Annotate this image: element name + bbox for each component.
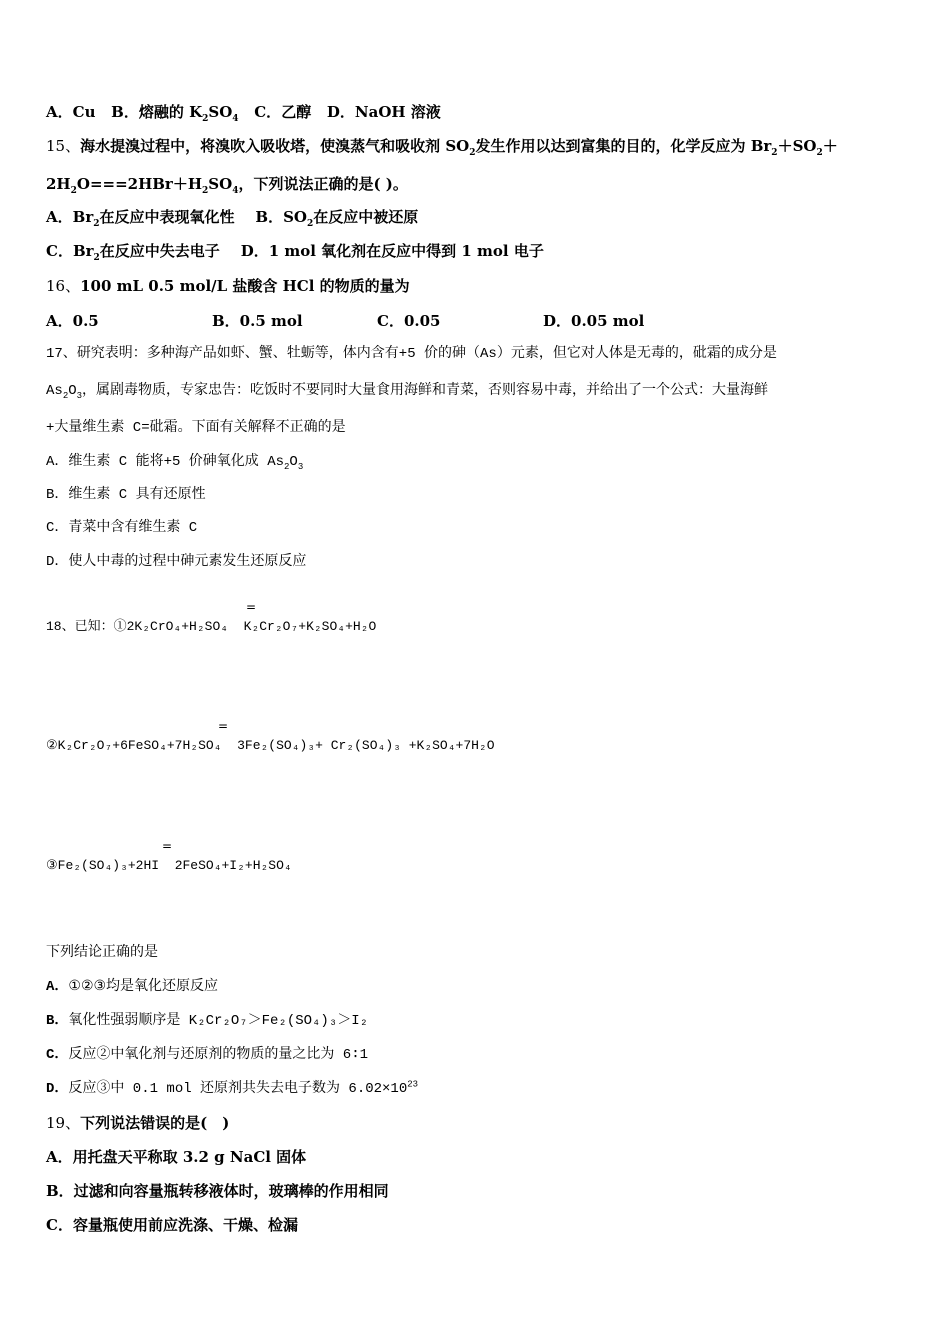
q15-stem2-sub2: 2: [202, 186, 209, 196]
q19-number: 19、: [46, 1114, 81, 1132]
q17-stem2-b: O: [68, 383, 77, 399]
q17-option-c: C．青菜中含有维生素 C: [46, 520, 198, 536]
q19-option-b: B．过滤和向容量瓶转移液体时，玻璃棒的作用相同: [46, 1182, 389, 1200]
q17-stem1: 研究表明：多种海产品如虾、蟹、牡蛎等，体内含有+5 价的砷（As）元素，但它对人体是无毒的，砒霜的成分是: [76, 346, 777, 362]
q19-option-c: C．容量瓶使用前应洗涤、干燥、检漏: [46, 1216, 298, 1234]
q15-stem1-tail: 发生作用以达到富集的目的，化学反应为 Br: [475, 137, 772, 155]
q18-r1-reactants: ①2K₂CrO₄+H₂SO₄: [113, 619, 229, 634]
q17-option-d: D．使人中毒的过程中砷元素发生还原反应: [46, 554, 307, 570]
q17-stem-line2: [46, 381, 768, 401]
q15-option-a-tail: 在反应中表现氧化性: [99, 208, 235, 226]
q14-option-c-label: C．: [254, 103, 282, 121]
q15-options-ab: [46, 207, 418, 227]
q14-option-b-mid: SO: [208, 103, 233, 121]
q18-r2-equals-sign: =: [218, 719, 229, 733]
q18-option-c-text: 反应②中氧化剂与还原剂的物质的量之比为 6∶1: [68, 1047, 369, 1063]
q16-option-c: C．0.05: [377, 312, 441, 330]
q17-option-a-sub2: 3: [297, 461, 304, 472]
q15-option-d: D．1 mol 氧化剂在反应中得到 1 mol 电子: [240, 242, 544, 260]
q17-number: 17、: [46, 346, 77, 362]
q19-stem-text: 下列说法错误的是( ): [80, 1114, 230, 1132]
q18-option-d: [46, 1079, 418, 1099]
q18-option-c-label: C．: [46, 1047, 69, 1063]
q18-reaction-2: [46, 736, 495, 756]
q15-option-a-sub: 2: [93, 219, 100, 229]
q17-option-a-mid: O: [289, 454, 298, 470]
q18-intro: 已知：: [74, 619, 114, 634]
q14-option-b-sub2: 4: [232, 114, 239, 124]
q18-r2-products: 3Fe₂(SO₄)₃+ Cr₂(SO₄)₃ +K₂SO₄+7H₂O: [237, 738, 495, 753]
q15-stem-line2: [46, 174, 408, 194]
q18-r1-products: K₂Cr₂O₇+K₂SO₄+H₂O: [243, 619, 377, 634]
q18-question: 下列结论正确的是: [46, 945, 158, 961]
q18-option-b-text: 氧化性强弱顺序是 K₂Cr₂O₇＞Fe₂(SO₄)₃＞I₂: [68, 1013, 369, 1029]
q15-option-a: A．Br: [46, 208, 94, 226]
q19-stem: [46, 1113, 229, 1133]
q14-option-a-label: A．: [46, 103, 73, 121]
q16-number: 16、: [46, 277, 81, 295]
q15-plus: ＋: [822, 137, 838, 155]
q14-options: [46, 102, 441, 122]
q15-options-cd: [46, 241, 544, 261]
q14-option-d-label: D．: [326, 103, 355, 121]
q15-stem-line1: [46, 136, 838, 156]
q18-option-b-label: B．: [46, 1013, 69, 1029]
q17-option-a: [46, 452, 303, 472]
q17-option-a-text: A．维生素 C 能将+5 价砷氧化成 As: [46, 454, 285, 470]
q16-option-d: D．0.05 mol: [543, 312, 645, 330]
q18-r2-reactants: ②K₂Cr₂O₇+6FeSO₄+7H₂SO₄: [46, 738, 222, 753]
q17-stem-line3: +大量维生素 C=砒霜。下面有关解释不正确的是: [46, 420, 346, 436]
q15-option-c-tail: 在反应中失去电子: [99, 242, 220, 260]
q18-option-d-text: 反应③中 0.1 mol 还原剂共失去电子数为 6.02×10: [68, 1081, 408, 1097]
q15-stem2-a: 2H: [46, 175, 71, 193]
q17-option-b: B．维生素 C 具有还原性: [46, 487, 206, 503]
q18-r1-equals-sign: =: [246, 600, 257, 614]
q14-option-d: NaOH 溶液: [354, 103, 441, 121]
q17-stem2-sub1: 2: [62, 390, 69, 401]
q15-option-b-tail: 在反应中被还原: [313, 208, 419, 226]
q18-option-d-sup: 23: [407, 1079, 419, 1090]
q15-stem2-b: O===2HBr＋H: [76, 175, 203, 193]
q18-number: 18、: [46, 619, 75, 634]
q18-option-a-label: A．: [46, 979, 69, 995]
q18-reaction-3: [46, 856, 292, 876]
q17-stem2-sub2: 3: [76, 390, 83, 401]
q15-sub3: 2: [816, 148, 823, 158]
q14-option-b-sub: 2: [202, 114, 209, 124]
q17-option-a-sub1: 2: [284, 461, 290, 472]
q18-reaction-1: [46, 617, 376, 637]
q18-option-b: [46, 1011, 368, 1031]
q19-option-a: A．用托盘天平称取 3.2 g NaCl 固体: [46, 1148, 307, 1166]
q16-option-b: B．0.5 mol: [212, 312, 303, 330]
q15-sub: 2: [469, 148, 476, 158]
q15-option-c: C．Br: [46, 242, 94, 260]
q15-number: 15、: [46, 137, 81, 155]
q15-option-c-sub: 2: [93, 253, 100, 263]
q15-stem2-sub3: 4: [232, 186, 239, 196]
q18-option-d-label: D．: [46, 1081, 69, 1097]
q18-option-a-text: ①②③均是氧化还原反应: [68, 979, 219, 995]
q18-r3-products: 2FeSO₄+I₂+H₂SO₄: [174, 858, 292, 873]
q14-option-b: 熔融的 K: [138, 103, 203, 121]
q18-r3-reactants: ③Fe₂(SO₄)₃+2HI: [46, 858, 160, 873]
q15-stem1-end: ＋SO: [777, 137, 817, 155]
q14-option-a: Cu: [72, 103, 96, 121]
q18-r3-equals-sign: =: [162, 839, 173, 853]
q15-option-b-sub: 2: [306, 219, 314, 229]
q14-option-c: 乙醇: [281, 103, 312, 121]
q18-option-a: [46, 977, 218, 997]
q15-stem2-c: SO: [208, 175, 233, 193]
q17-stem-line1: [46, 344, 777, 364]
q16-stem: [46, 276, 410, 296]
q15-stem2-d: ，下列说法正确的是( )。: [238, 175, 408, 193]
q15-sub2: 2: [771, 148, 778, 158]
q17-stem2-c: ，属剧毒物质，专家忠告：吃饭时不要同时大量食用海鲜和青菜，否则容易中毒，并给出了一个公式：大量海鲜: [82, 383, 769, 399]
q15-stem1: 海水提溴过程中，将溴吹入吸收塔，使溴蒸气和吸收剂 SO: [80, 137, 470, 155]
q14-option-b-label: B．: [111, 103, 139, 121]
q15-option-b: B．SO: [255, 208, 307, 226]
q18-option-c: [46, 1045, 368, 1065]
q17-stem2-a: As: [46, 383, 63, 399]
q16-stem-text: 100 mL 0.5 mol/L 盐酸含 HCl 的物质的量为: [80, 277, 410, 295]
q15-stem2-sub1: 2: [70, 186, 77, 196]
q16-option-a: A．0.5: [46, 312, 99, 330]
